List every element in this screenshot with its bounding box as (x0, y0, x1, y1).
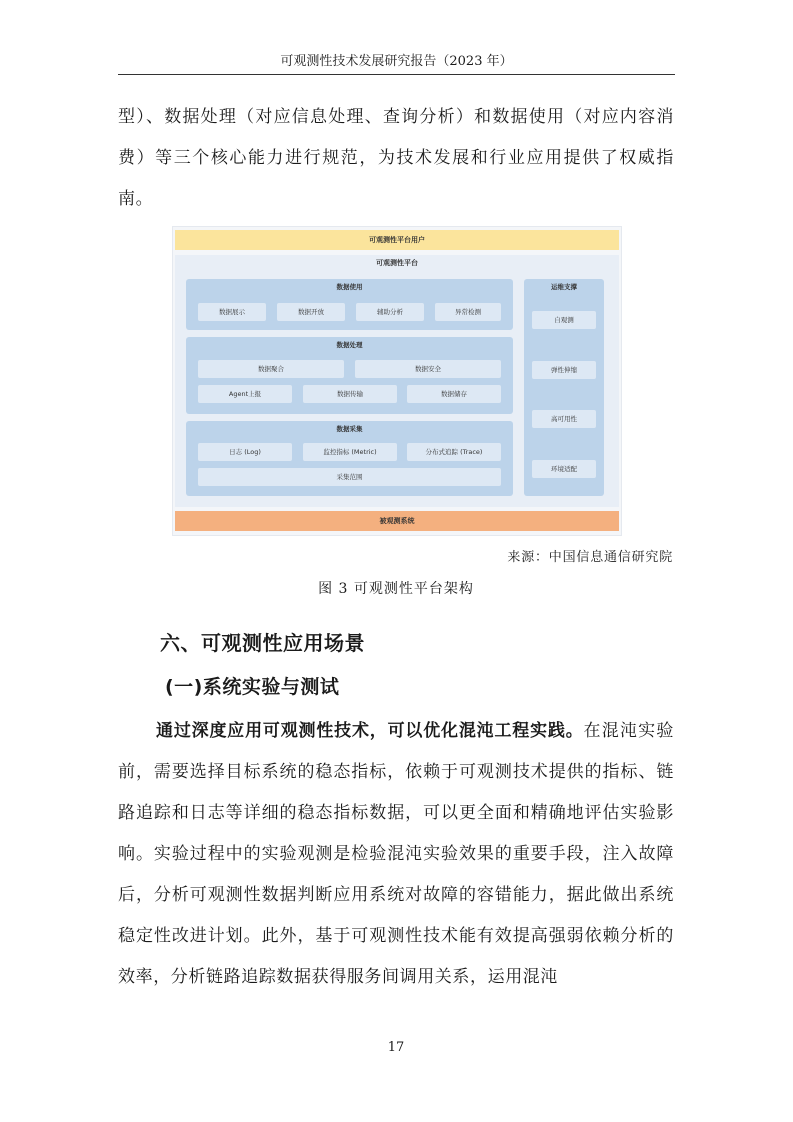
box-data-security: 数据安全 (355, 360, 501, 378)
box-data-transfer: 数据传输 (303, 385, 397, 403)
subsection-heading: (一)系统实验与测试 (165, 676, 340, 698)
group-data-processing (186, 337, 513, 414)
box-data-display: 数据展示 (198, 303, 266, 321)
paragraph-intro: 型）、数据处理（对应信息处理、查询分析）和数据使用（对应内容消费）等三个核心能力进行规范，为技术发展和行业应用提供了权威指南。 (118, 107, 674, 209)
page-number: 17 (387, 1040, 405, 1055)
group-title: 数据采集 (336, 425, 363, 433)
box-data-storage: 数据储存 (407, 385, 501, 403)
box-metric: 监控指标 (Metric) (303, 443, 397, 461)
platform-title: 可观测性平台 (376, 259, 418, 267)
box-self-observe: 自观测 (532, 311, 596, 329)
group-title: 数据处理 (336, 341, 363, 349)
paragraph-chaos-engineering (118, 711, 674, 998)
box-assist-analysis: 辅助分析 (356, 303, 424, 321)
observability-platform (175, 255, 619, 507)
platform-users-bar: 可观测性平台用户 (175, 230, 619, 250)
box-data-open: 数据开放 (277, 303, 345, 321)
box-trace: 分布式追踪 (Trace) (407, 443, 501, 461)
architecture-figure (172, 226, 622, 536)
box-data-aggregation: 数据聚合 (198, 360, 344, 378)
box-log: 日志 (Log) (198, 443, 292, 461)
group-data-usage (186, 279, 513, 330)
box-collection-scope: 采集范围 (198, 468, 501, 486)
group-ops-support (524, 279, 604, 496)
box-env-adapt: 环境适配 (532, 460, 596, 478)
paragraph-lead: 通过深度应用可观测性技术，可以优化混沌工程实践。 (156, 721, 584, 741)
box-elastic-scaling: 弹性伸缩 (532, 361, 596, 379)
group-title: 数据使用 (336, 283, 363, 291)
observed-system-bar: 被观测系统 (175, 511, 619, 531)
box-anomaly-detect: 异常检测 (435, 303, 501, 321)
section-heading: 六、可观测性应用场景 (160, 631, 365, 655)
paragraph-body: 在混沌实验前，需要选择目标系统的稳态指标，依赖于可观测技术提供的指标、链路追踪和日志等详细的稳态指标数据，可以更全面和精确地评估实验影响。实验过程中的实验观测是检验混沌实验效果的重要手段，注入故障后，分析可观测性数据判断应用系统对故障的容错能力，据此做出系统稳定性改进计划。此外，基于可观测性技术能有效提高强弱依赖分析的效率，分析链路追踪数据获得服务间调用关系，运用混沌 (118, 721, 674, 987)
box-high-availability: 高可用性 (532, 410, 596, 428)
running-header: 可观测性技术发展研究报告（2023 年） (118, 52, 675, 75)
group-data-collection (186, 421, 513, 496)
group-title: 运维支撑 (551, 283, 577, 291)
figure-source: 来源：中国信息通信研究院 (507, 550, 673, 565)
figure-caption: 图 3 可观测性平台架构 (318, 581, 474, 597)
box-agent-report: Agent上报 (198, 385, 292, 403)
